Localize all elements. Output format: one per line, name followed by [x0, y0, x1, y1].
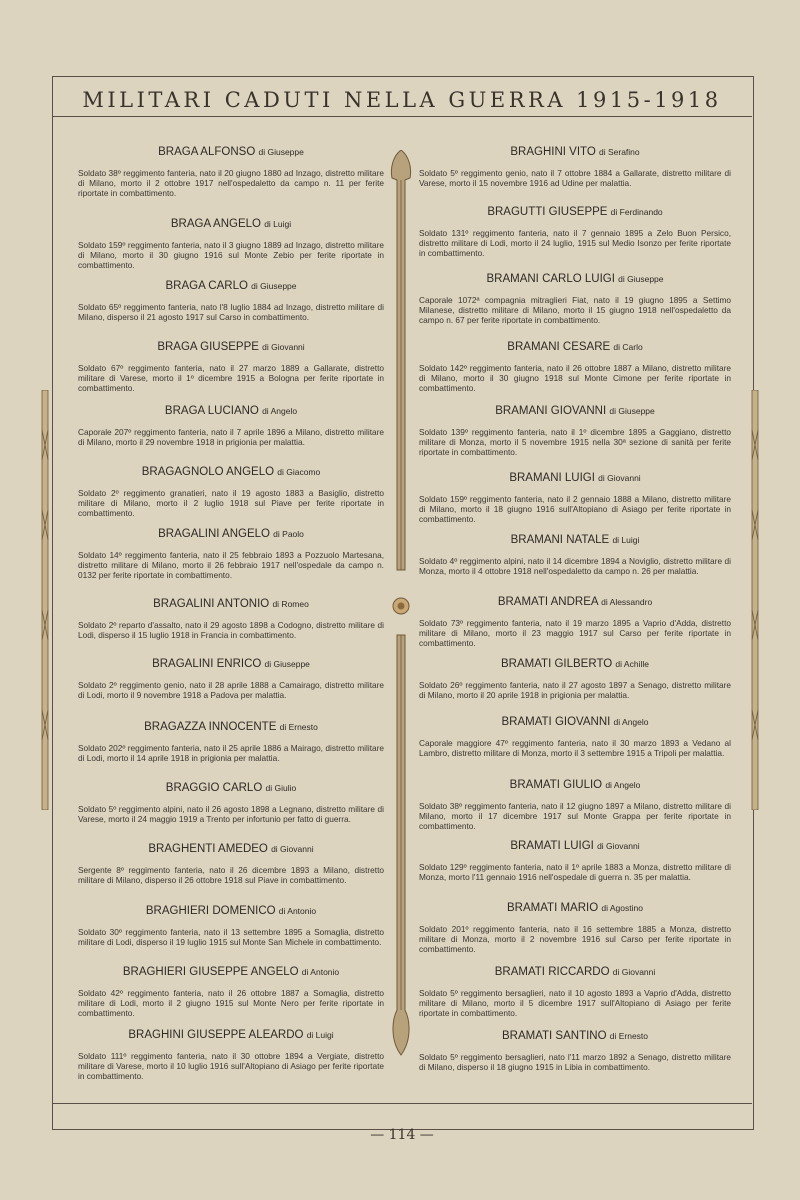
- list-item: [78, 1029, 384, 1081]
- list-item: [419, 596, 731, 648]
- page-title: MILITARI CADUTI NELLA GUERRA 1915-1918: [82, 88, 722, 112]
- entry-text: Caporale 207º reggimento fanteria, nato il 7 aprile 1896 a Milano, distretto militare di Milano, morto il 29 novembre 1918 in prigionia per malattia.: [78, 427, 384, 447]
- entry-text: Caporale 1072ª compagnia mitraglieri Fiat, nato il 19 giugno 1895 a Settimo Milanese, distretto militare di Milano, morto il 15 giugno 1918 nell'ospedaletto da campo n. 67 per ferite riportate in combattimento.: [419, 295, 731, 325]
- entry-text: Soldato 4º reggimento alpini, nato il 14 dicembre 1894 a Noviglio, distretto militare di Monza, morto il 4 ottobre 1918 nell'ospedaletto da campo n. 26 per malattia.: [419, 556, 731, 576]
- entry-name: BRAGHINI VITO di Serafino: [510, 146, 640, 158]
- entry-text: Soldato 5º reggimento bersaglieri, nato l'11 marzo 1892 a Senago, distretto militare di Milano, disperso il 18 giugno 1915 in Libia in combattimento.: [419, 1052, 731, 1072]
- entry-name: BRAGGIO CARLO di Giulio: [165, 782, 297, 794]
- entry-text: Soldato 2º reggimento genio, nato il 28 aprile 1888 a Camairago, distretto militare di Lodi, morto il 9 novembre 1918 a Padova per malattia.: [78, 680, 384, 700]
- entry-text: Soldato 65º reggimento fanteria, nato l'8 luglio 1884 ad Inzago, distretto militare di Milano, disperso il 21 agosto 1917 sul Carso in combattimento.: [78, 302, 384, 322]
- entry-name: BRAMATI GIOVANNI di Angelo: [501, 716, 649, 728]
- list-item: [419, 716, 731, 758]
- list-item: [419, 1030, 731, 1072]
- list-item: [419, 779, 731, 831]
- entry-name: BRAGHIERI GIUSEPPE ANGELO di Antonio: [122, 966, 340, 978]
- list-item: [419, 341, 731, 393]
- list-item: [78, 658, 384, 700]
- list-item: [78, 405, 384, 447]
- entry-name: BRAGA ALFONSO di Giuseppe: [158, 146, 304, 158]
- entry-name: BRAMATI RICCARDO di Giovanni: [494, 966, 656, 978]
- list-item: [78, 528, 384, 580]
- list-item: [419, 146, 731, 188]
- page-number: — 114 —: [370, 1127, 434, 1143]
- entry-text: Soldato 30º reggimento fanteria, nato il 13 settembre 1895 a Somaglia, distretto militare di Lodi, disperso il 19 luglio 1915 sul Monte San Michele in combattimento.: [78, 927, 384, 947]
- entry-text: Soldato 38º reggimento fanteria, nato il 20 giugno 1880 ad Inzago, distretto militare di Milano, morto il 2 ottobre 1917 nell'ospedaletto da campo n. 11 per ferite riportate in combattimento.: [78, 168, 384, 198]
- list-item: [78, 782, 384, 824]
- entry-name: BRAGALINI ANTONIO di Romeo: [153, 598, 309, 610]
- title-divider: [52, 116, 752, 117]
- entry-text: Soldato 26º reggimento fanteria, nato il 27 agosto 1897 a Senago, distretto militare di Milano, morto il 20 aprile 1918 in prigionia per malattia.: [419, 680, 731, 700]
- entry-name: BRAMATI MARIO di Agostino: [507, 902, 643, 914]
- entry-name: BRAMANI CARLO LUIGI di Giuseppe: [486, 273, 664, 285]
- entry-name: BRAMATI LUIGI di Giovanni: [510, 840, 640, 852]
- right-border-ornament-icon: [748, 390, 762, 810]
- list-item: [78, 966, 384, 1018]
- list-item: [419, 472, 731, 524]
- entry-text: Soldato 42º reggimento fanteria, nato il 26 ottobre 1887 a Somaglia, distretto militare di Lodi, morto il 2 giugno 1915 sul Monte Nero per ferite riportate in combattimento.: [78, 988, 384, 1018]
- list-item: [78, 905, 384, 947]
- entry-name: BRAGA GIUSEPPE di Giovanni: [157, 341, 305, 353]
- center-pole-ornament-icon: [388, 150, 414, 1060]
- entry-name: BRAMATI GILBERTO di Achille: [501, 658, 649, 670]
- entry-text: Soldato 131º reggimento fanteria, nato il 7 gennaio 1895 a Zelo Buon Persico, distretto militare di Lodi, morto il 24 luglio, 1915 sul Medio Isonzo per ferite riportate in combattimento.: [419, 228, 731, 258]
- list-item: [419, 405, 731, 457]
- list-item: [419, 534, 731, 576]
- entry-text: Soldato 2º reggimento granatieri, nato il 19 agosto 1883 a Basiglio, distretto militare di Milano, morto il 2 luglio 1918 sul Piave per ferite riportate in combattimento.: [78, 488, 384, 518]
- entry-name: BRAGA CARLO di Giuseppe: [165, 280, 297, 292]
- footer-divider: [52, 1103, 752, 1104]
- entry-text: Caporale maggiore 47º reggimento fanteria, nato il 30 marzo 1893 a Vedano al Lambro, distretto militare di Monza, morto il 3 settembre 1915 a Tripoli per malattia.: [419, 738, 731, 758]
- list-item: [78, 466, 384, 518]
- entry-text: Soldato 202º reggimento fanteria, nato il 25 aprile 1886 a Mairago, distretto militare di Lodi, morto il 14 aprile 1918 in prigionia per malattia.: [78, 743, 384, 763]
- entry-name: BRAGA ANGELO di Luigi: [170, 218, 292, 230]
- entry-name: BRAGAZZA INNOCENTE di Ernesto: [144, 721, 318, 733]
- list-item: [419, 206, 731, 258]
- entry-text: Soldato 201º reggimento fanteria, nato il 16 settembre 1885 a Monza, distretto militare di Monza, morto il 2 novembre 1916 sul Carso per ferite riportate in combattimento.: [419, 924, 731, 954]
- entry-text: Soldato 159º reggimento fanteria, nato il 2 gennaio 1888 a Milano, distretto militare di Milano, morto il 18 giugno 1916 sull'Altopiano di Asiago per ferite riportate in combattimento.: [419, 494, 731, 524]
- entry-name: BRAMATI GIULIO di Angelo: [509, 779, 641, 791]
- list-item: [419, 840, 731, 882]
- list-item: [78, 843, 384, 885]
- list-item: [78, 341, 384, 393]
- entry-name: BRAMATI ANDREA di Alessandro: [497, 596, 653, 608]
- entry-name: BRAGUTTI GIUSEPPE di Ferdinando: [487, 206, 663, 218]
- entry-text: Soldato 38º reggimento fanteria, nato il 12 giugno 1897 a Milano, distretto militare di Milano, morto il 17 dicembre 1917 sul Monte Grappa per ferite riportate in combattimento.: [419, 801, 731, 831]
- entry-name: BRAGALINI ANGELO di Paolo: [158, 528, 304, 540]
- entry-text: Soldato 2º reparto d'assalto, nato il 29 agosto 1898 a Codogno, distretto militare di Lodi, disperso il 15 luglio 1918 in Francia in combattimento.: [78, 620, 384, 640]
- list-item: [419, 273, 731, 325]
- entry-name: BRAMANI GIOVANNI di Giuseppe: [495, 405, 655, 417]
- entry-text: Sergente 8º reggimento fanteria, nato il 26 dicembre 1893 a Milano, distretto militare di Milano, disperso il 26 ottobre 1918 sul Piave in combattimento.: [78, 865, 384, 885]
- entry-name: BRAMANI CESARE di Carlo: [507, 341, 643, 353]
- entry-text: Soldato 111º reggimento fanteria, nato il 30 ottobre 1894 a Vergiate, distretto militare di Varese, morto il 10 luglio 1916 sull'Altopiano di Asiago per ferite riportate in combattimento.: [78, 1051, 384, 1081]
- entry-name: BRAGHIERI DOMENICO di Antonio: [145, 905, 317, 917]
- entry-name: BRAGHINI GIUSEPPE ALEARDO di Luigi: [128, 1029, 334, 1041]
- entry-name: BRAGA LUCIANO di Angelo: [164, 405, 298, 417]
- entry-name: BRAGALINI ENRICO di Giuseppe: [152, 658, 310, 670]
- list-item: [78, 218, 384, 270]
- entry-text: Soldato 159º reggimento fanteria, nato il 3 giugno 1889 ad Inzago, distretto militare di Milano, morto il 30 giugno 1916 sul Monte Zebio per ferite riportate in combattimento.: [78, 240, 384, 270]
- entry-text: Soldato 14º reggimento fanteria, nato il 25 febbraio 1893 a Pozzuolo Martesana, distretto militare di Milano, morto il 26 febbraio 1917 nell'ospedale da campo n. 0132 per ferite riportate in combattimento.: [78, 550, 384, 580]
- entry-text: Soldato 139º reggimento fanteria, nato il 1º dicembre 1895 a Gaggiano, distretto militare di Monza, morto il 5 novembre 1915 nella 30ª sezione di sanità per ferite riportate in combattimento.: [419, 427, 731, 457]
- entry-text: Soldato 67º reggimento fanteria, nato il 27 marzo 1889 a Gallarate, distretto militare di Varese, morto il 1º dicembre 1915 a Bologna per ferite riportate in combattimento.: [78, 363, 384, 393]
- entry-text: Soldato 5º reggimento alpini, nato il 26 agosto 1898 a Legnano, distretto militare di Varese, morto il 24 maggio 1919 a Trento per infortunio per fatto di guerra.: [78, 804, 384, 824]
- entry-name: BRAGAGNOLO ANGELO di Giacomo: [141, 466, 321, 478]
- list-item: [78, 721, 384, 763]
- list-item: [78, 598, 384, 640]
- entry-text: Soldato 73º reggimento fanteria, nato il 19 marzo 1895 a Vaprio d'Adda, distretto militare di Milano, morto il 23 maggio 1917 sul Carso per ferite riportate in combattimento.: [419, 618, 731, 648]
- entry-text: Soldato 5º reggimento bersaglieri, nato il 10 agosto 1893 a Vaprio d'Adda, distretto militare di Milano, morto il 5 dicembre 1917 sull'Altopiano di Asiago per ferite riportate in combattimento.: [419, 988, 731, 1018]
- list-item: [419, 658, 731, 700]
- entry-text: Soldato 129º reggimento fanteria, nato il 1º aprile 1883 a Monza, distretto militare di Monza, morto l'11 gennaio 1916 nell'ospedale di guerra n. 35 per malattia.: [419, 862, 731, 882]
- entry-name: BRAGHENTI AMEDEO di Giovanni: [148, 843, 314, 855]
- left-border-ornament-icon: [38, 390, 52, 810]
- list-item: [419, 902, 731, 954]
- list-item: [419, 966, 731, 1018]
- entry-name: BRAMANI LUIGI di Giovanni: [509, 472, 641, 484]
- entry-text: Soldato 142º reggimento fanteria, nato il 26 ottobre 1887 a Milano, distretto militare di Milano, morto il 30 giugno 1918 sul Monte Cimone per ferite riportate in combattimento.: [419, 363, 731, 393]
- entry-name: BRAMANI NATALE di Luigi: [510, 534, 640, 546]
- entry-text: Soldato 5º reggimento genio, nato il 7 ottobre 1884 a Gallarate, distretto militare di Varese, morto il 15 novembre 1916 ad Udine per malattia.: [419, 168, 731, 188]
- list-item: [78, 146, 384, 198]
- entry-name: BRAMATI SANTINO di Ernesto: [501, 1030, 649, 1042]
- list-item: [78, 280, 384, 322]
